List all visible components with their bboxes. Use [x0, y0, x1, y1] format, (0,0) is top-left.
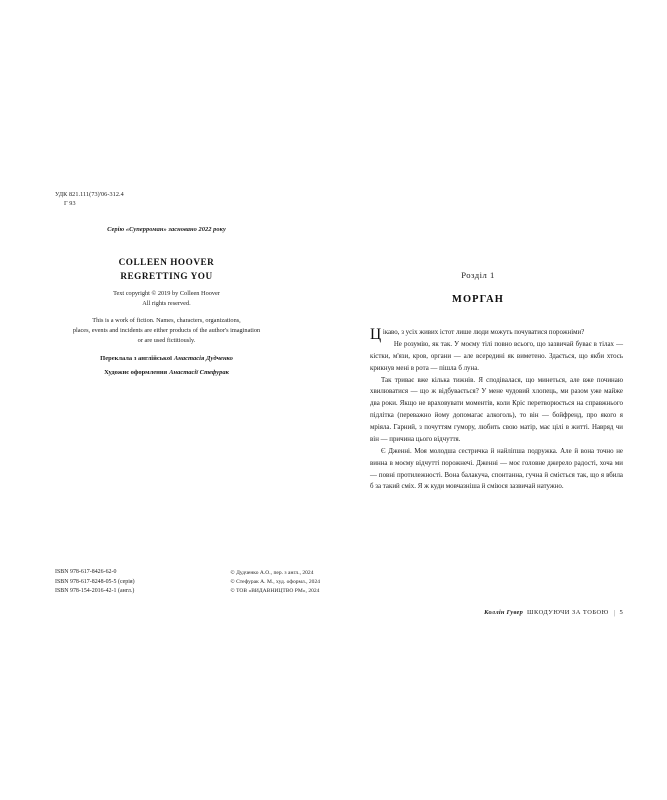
footer-book-title: ШКОДУЮЧИ ЗА ТОБОЮ: [527, 609, 609, 616]
rights-holder-line: © Дудченко А.О., пер. з англ., 2024: [230, 569, 314, 576]
right-page-chapter: [333, 0, 667, 800]
body-paragraph: Є Дженні. Моя молодша сестричка й найліпша подружка. Але й вона точно не винна в моєму відчутті порожнечі. Дженні — моє головне джерело радості, хоча ми — повні протилежності. Вона балакуча, спонтанна, гучна й сміється так, що я вбила б за такий сміх. Я ж куди мовчазніша й сміюся зазвичай натужно.: [370, 447, 623, 491]
designer-label: Художнє оформлення: [104, 368, 168, 376]
rights-holders-list: [230, 568, 320, 597]
designer-credit: [0, 366, 333, 380]
translator-name: Анастасія Дудченко: [173, 355, 233, 362]
original-author-name: COLLEEN HOOVER: [118, 257, 215, 267]
footer-author-name: Коллін Гувер: [484, 609, 524, 616]
footer-separator: |: [613, 607, 616, 617]
chapter-number-label: Розділ 1: [461, 270, 495, 280]
rights-holder-line: © ТОВ «ВИДАВНИЦТВО РМ», 2024: [230, 588, 320, 595]
fiction-disclaimer-line: or are used fictitiously.: [137, 337, 196, 345]
original-book-title: REGRETTING YOU: [120, 270, 213, 281]
translator-credit: [0, 352, 333, 366]
body-paragraph-lead: Цікаво, з усіх живих істот лише люди можуть почуватися порожніми?: [370, 325, 585, 343]
isbn-line: ISBN 978-154-2016-42-1 (англ.): [55, 588, 135, 595]
isbn-line: ISBN 978-617-8248-05-5 (серія): [55, 578, 135, 585]
copyright-line: Text copyright © 2019 by Colleen Hoover: [113, 290, 220, 297]
copyright-notice: [0, 289, 333, 309]
fiction-disclaimer: [0, 316, 333, 347]
fiction-disclaimer-line: This is a work of fiction. Names, characters, organizations,: [92, 317, 241, 324]
rights-holder-line: © Стефурак А. М., худ. оформл., 2024: [230, 578, 320, 585]
chapter-heading: [333, 269, 623, 305]
series-note: Серію «Суперроман» засновано 2022 року: [107, 226, 226, 233]
translator-label: Переклала з англійської: [100, 355, 172, 362]
left-page-imprint: [0, 0, 333, 800]
page-number: 5: [619, 609, 623, 616]
original-title-block: [0, 256, 333, 284]
fiction-disclaimer-line: places, events and incidents are either products of the author's imagination: [72, 327, 261, 335]
udk-line: УДК 821.111(73)'06-312.4: [55, 191, 124, 198]
chapter-body-text: [370, 327, 623, 493]
designer-name: Анастасії Стефурак: [169, 368, 229, 376]
isbn-list: [55, 568, 135, 597]
body-paragraph: Не розумію, як так. У моєму тілі повно всього, що зазвичай буває в тілах — кістки, м'язи, кров, органи — але всередині як виметено. Здається, що якби хтось крикнув мені в рота — пішла б луна.: [370, 340, 623, 372]
isbn-line: ISBN 978-617-8426-62-0: [55, 569, 117, 575]
credits-block: [0, 352, 333, 379]
udk-author-code: Г 93: [64, 199, 76, 207]
udk-classification-block: [55, 191, 124, 209]
imprint-footer-block: [55, 568, 320, 597]
body-paragraph: Так триває вже кілька тижнів. Я сподівалася, що минеться, але вже починаю хвилюватися — що ж відбувається? У мене чудовий хлопець, ми разом уже майже два роки. Якщо не враховувати моментів, коли Кріс перетворюється на справжнього підлітка (переважно йому допомагає алкоголь), то він — бойфренд, про якого я мріяла. Гарний, з почуттям гумору, любить свою матір, має цілі в житті. Навряд чи він — причина цього відчуття.: [370, 376, 623, 443]
running-footer: [370, 607, 623, 616]
chapter-title: МОРГАН: [452, 294, 504, 306]
rights-reserved-line: All rights reserved.: [142, 300, 191, 308]
